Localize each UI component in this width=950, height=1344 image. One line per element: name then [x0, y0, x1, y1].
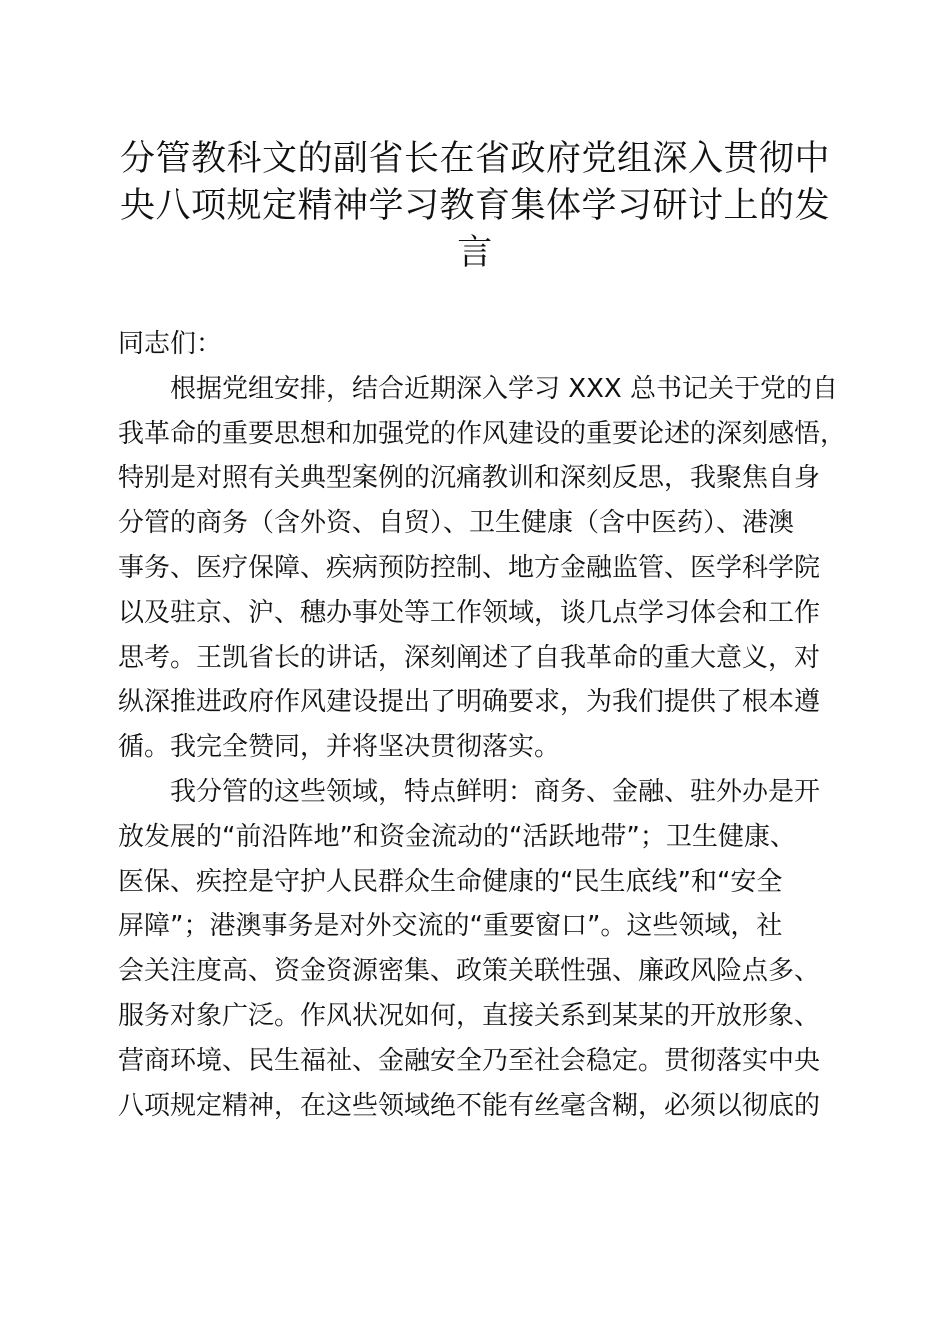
document-title	[112, 136, 838, 277]
paragraph-line: 以及驻京、沪、穗办事处等工作领域，谈几点学习体会和工作	[118, 597, 821, 628]
paragraph-line: 特别是对照有关典型案例的沉痛教训和深刻反思，我聚焦自身	[118, 463, 821, 494]
paragraph-line: 循。我完全赞同，并将坚决贯彻落实。	[118, 732, 561, 763]
paragraph-line: 事务、医疗保障、疾病预防控制、地方金融监管、医学科学院	[118, 552, 821, 583]
paragraph-line: 分管的商务（含外资、自贸）、卫生健康（含中医药）、港澳	[118, 508, 795, 539]
paragraph-line: 医保、疾控是守护人民群众生命健康的“民生底线”和“安全	[118, 866, 783, 897]
paragraph-line: 我革命的重要思想和加强党的作风建设的重要论述的深刻感悟，	[118, 418, 847, 449]
paragraph-line: 屏障”；港澳事务是对外交流的“重要窗口”。这些领域，社	[118, 911, 783, 942]
paragraph-line: 思考。王凯省长的讲话，深刻阐述了自我革命的重大意义，对	[118, 642, 821, 673]
paragraph-line: 会关注度高、资金资源密集、政策关联性强、廉政风险点多、	[118, 956, 821, 987]
paragraph-line: 我分管的这些领域，特点鲜明：商务、金融、驻外办是开	[170, 776, 821, 807]
paragraph-line: 放发展的“前沿阵地”和资金流动的“活跃地带”；卫生健康、	[118, 821, 796, 852]
document-body	[118, 322, 847, 1128]
paragraph-line: 根据党组安排，结合近期深入学习 XXX 总书记关于党的自	[170, 373, 838, 404]
title-line: 分管教科文的副省长在省政府党组深入贯彻中	[119, 139, 830, 179]
paragraph-2	[118, 770, 834, 1128]
paragraph-line: 纵深推进政府作风建设提出了明确要求，为我们提供了根本遵	[118, 687, 821, 718]
salutation: 同志们：	[118, 329, 223, 359]
title-line: 央八项规定精神学习教育集体学习研讨上的发	[119, 186, 830, 226]
paragraph-1	[118, 367, 847, 770]
paragraph-line: 八项规定精神，在这些领域绝不能有丝毫含糊，必须以彻底的	[118, 1090, 821, 1121]
paragraph-line: 营商环境、民生福祉、金融安全乃至社会稳定。贯彻落实中央	[118, 1045, 821, 1076]
paragraph-line: 服务对象广泛。作风状况如何，直接关系到某某的开放形象、	[118, 1000, 821, 1031]
title-line: 言	[457, 233, 493, 273]
